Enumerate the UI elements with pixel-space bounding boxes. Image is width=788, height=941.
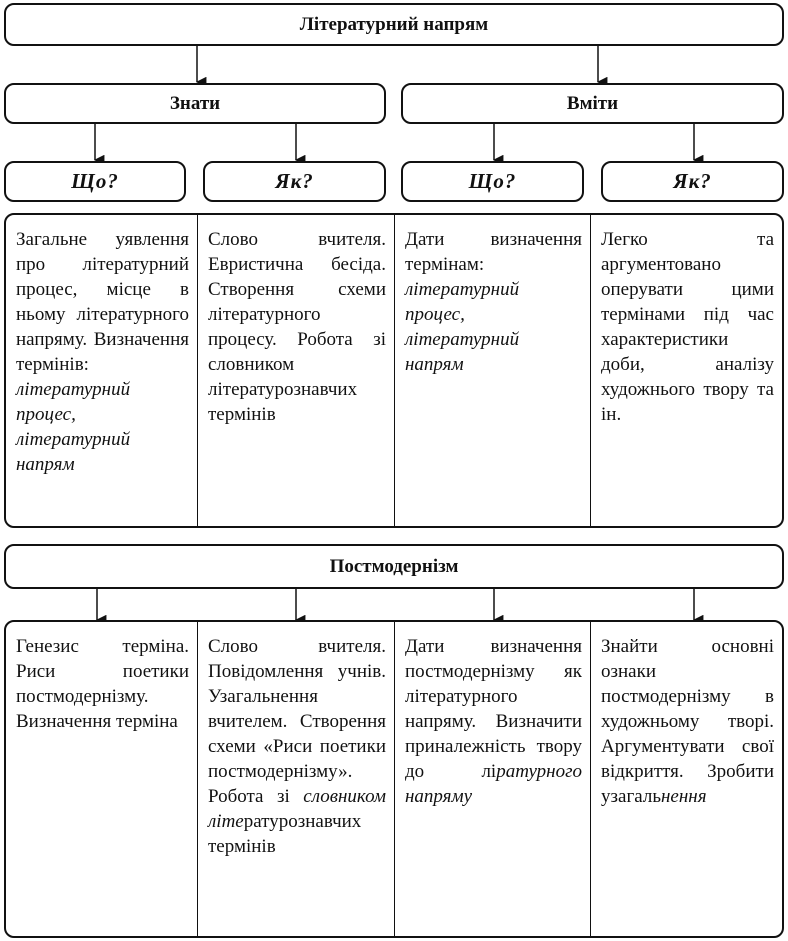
question-how-know — [203, 161, 386, 202]
cell-text: Легко та аргументовано оперувати цими термінами під час характеристики доби, аналізу художнього твору та ін. — [601, 229, 774, 425]
cell-text: Дати визначення термінам: — [405, 229, 582, 275]
table2-cell-3 — [395, 622, 591, 936]
cell-text: Слово вчителя. Евристична бесіда. Створення схеми літературного процесу. Робота зі словником літературознавчих термінів — [208, 229, 386, 425]
cell-text: Знайти основні ознаки постмодернізму в художньому творі. Аргументувати свої відкриття. Зробити узагаль — [601, 636, 774, 807]
table1-cell-4 — [591, 215, 782, 526]
question-what-know — [4, 161, 186, 202]
cell-text: Слово вчителя. Повідомлення учнів. Узагальнення вчителем. Створення схеми «Риси поетики постмодернізму». Робота зі — [208, 636, 386, 807]
table1-cell-1 — [6, 215, 198, 526]
table1-cell-2 — [198, 215, 395, 526]
question-label: Як? — [275, 169, 314, 193]
table2-cell-2 — [198, 622, 395, 936]
cell-italic-text: літературний процес, літературний напрям — [405, 279, 520, 375]
table1-cell-3 — [395, 215, 591, 526]
cell-italic-text: словником літе — [208, 786, 386, 832]
question-label: Що? — [468, 169, 517, 193]
table2-cell-1 — [6, 622, 198, 936]
question-what-able — [401, 161, 584, 202]
table2-cell-4 — [591, 622, 782, 936]
branch-know-label: Знати — [169, 92, 221, 114]
cell-text: Генезис терміна. Риси поетики постмодернізму. Визначення терміна — [16, 636, 189, 732]
header-postmodernism — [4, 544, 784, 589]
question-label: Що? — [71, 169, 119, 193]
branch-able — [401, 83, 784, 124]
question-how-able — [601, 161, 784, 202]
question-label: Як? — [673, 169, 712, 193]
cell-italic-text: нення — [660, 786, 707, 807]
cell-text-after: ратурознавчих термінів — [208, 811, 362, 857]
cell-italic-text: літературний процес, літературний напрям — [16, 379, 131, 475]
cell-text: Дати визначення постмодернізму як літературного напряму. Визначити приналежність твору до лі — [405, 636, 582, 782]
cell-text: Загальне уявлення про літературний процес, місце в ньому літературного напряму. Визначення термінів: — [16, 229, 189, 375]
header-literary-direction-label: Літературний напрям — [299, 13, 489, 35]
header-literary-direction — [4, 3, 784, 46]
branch-know — [4, 83, 386, 124]
header-postmodernism-label: Постмодернізм — [329, 555, 459, 577]
cell-italic-text: ратурного напряму — [405, 761, 582, 807]
table-literary-direction — [4, 213, 784, 528]
table-postmodernism — [4, 620, 784, 938]
branch-able-label: Вміти — [566, 92, 619, 114]
